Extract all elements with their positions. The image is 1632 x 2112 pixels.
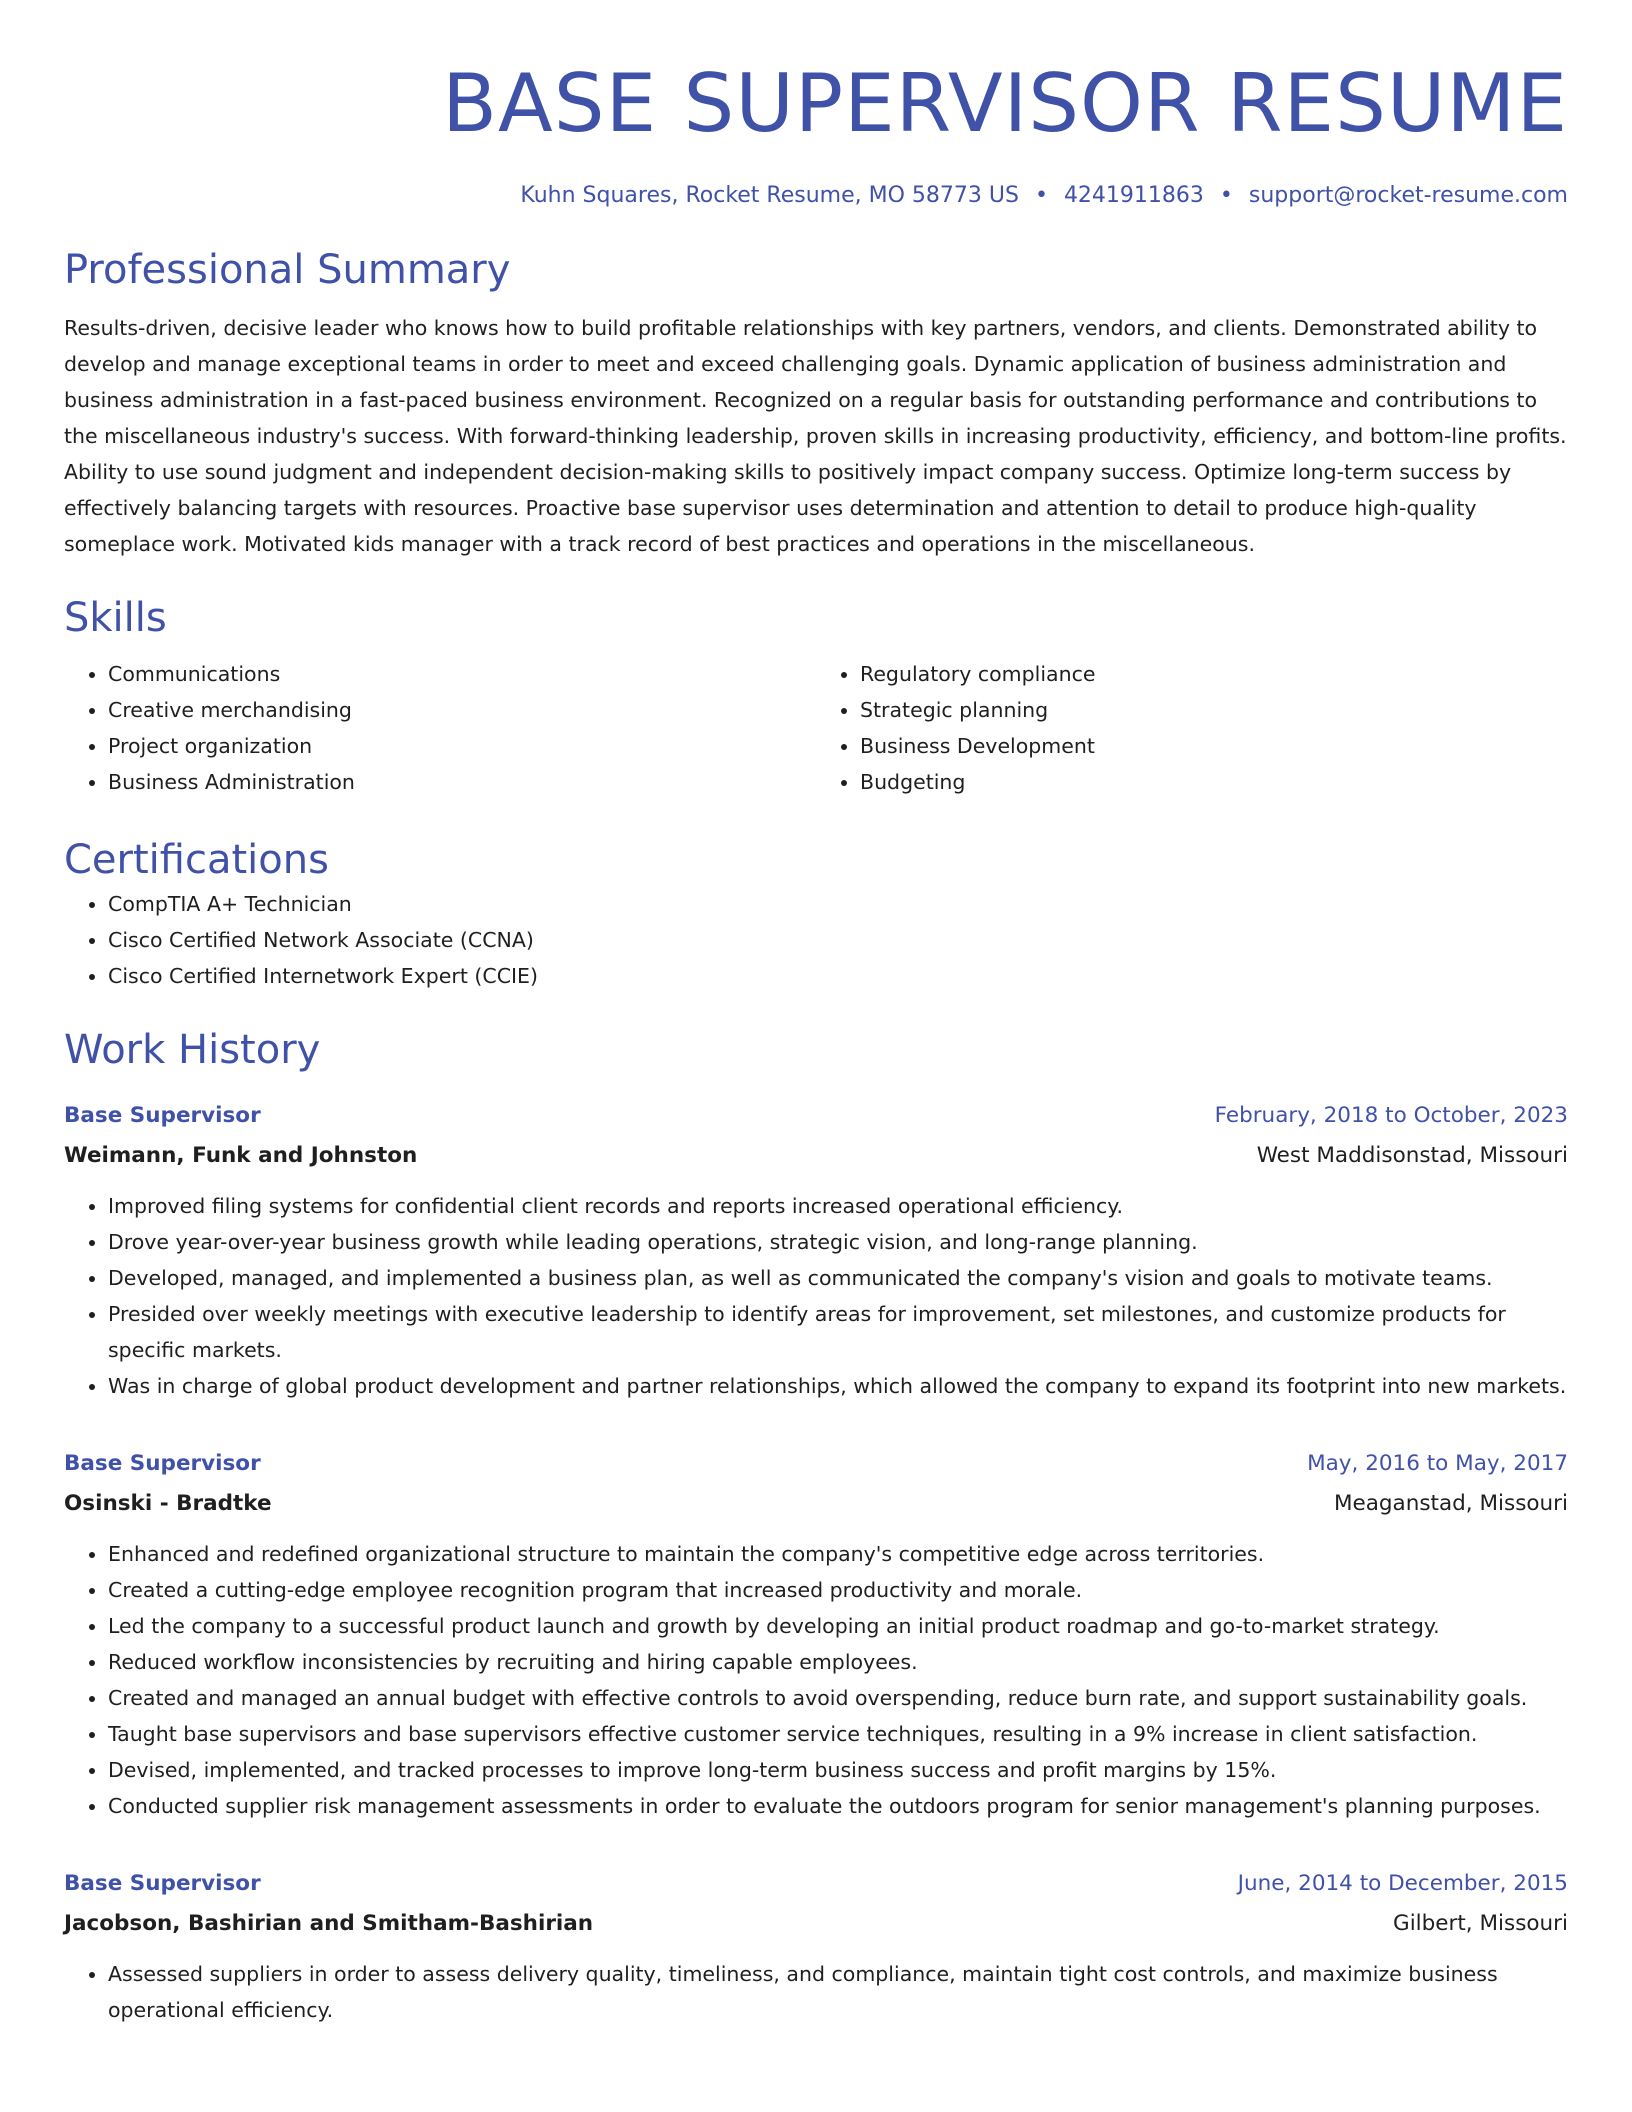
job-dates: February, 2018 to October, 2023: [1214, 1103, 1568, 1128]
job-dates: June, 2014 to December, 2015: [1237, 1871, 1568, 1896]
job-bullet: • Assessed suppliers in order to assess delivery quality, timeliness, and compliance, maintain tight cost controls, and maximize business operational efficiency.: [108, 1956, 1568, 2028]
job-bullet: • Enhanced and redefined organizational structure to maintain the company's competitive edge across territories.: [108, 1536, 1568, 1572]
skill-item: • Business Development: [860, 728, 1568, 764]
resume-name: BASE SUPERVISOR RESUME: [442, 57, 1568, 150]
skills-column-right: [816, 656, 1568, 800]
job-bullet: • Devised, implemented, and tracked processes to improve long-term business success and profit margins by 15%.: [108, 1752, 1568, 1788]
job-bullet: • Reduced workflow inconsistencies by recruiting and hiring capable employees.: [108, 1644, 1568, 1680]
certification-item: • CompTIA A+ Technician: [108, 886, 1568, 922]
skill-item: • Regulatory compliance: [860, 656, 1568, 692]
job-title: Base Supervisor: [64, 1103, 261, 1128]
job-bullet: • Created and managed an annual budget with effective controls to avoid overspending, reduce burn rate, and support sustainability goals.: [108, 1680, 1568, 1716]
summary-text: Results-driven, decisive leader who knows how to build profitable relationships with key partners, vendors, and clients. Demonstrated ability to develop and manage exceptional teams in order to meet and exceed challenging goals. Dynamic application of business administration and business administration in a fast-paced business environment. Recognized on a regular basis for outstanding performance and contributions to the miscellaneous industry's success. With forward-thinking leadership, proven skills in increasing productivity, efficiency, and bottom-line profits. Ability to use sound judgment and independent decision-making skills to positively impact company success. Optimize long-term success by effectively balancing targets with resources. Proactive base supervisor uses determination and attention to detail to produce high-quality someplace work. Motivated kids manager with a track record of best practices and operations in the miscellaneous.: [64, 316, 1567, 556]
skill-item: • Project organization: [108, 728, 816, 764]
certifications-list: [64, 886, 1568, 994]
job-entry: [64, 1864, 1568, 2028]
job-header-row: [64, 1096, 1568, 1136]
job-location: West Maddisonstad, Missouri: [1256, 1143, 1568, 1168]
job-bullet: • Created a cutting-edge employee recognition program that increased productivity and morale.: [108, 1572, 1568, 1608]
separator: •: [1034, 183, 1048, 208]
job-bullet: • Developed, managed, and implemented a business plan, as well as communicated the company's vision and goals to motivate teams.: [108, 1260, 1568, 1296]
certification-item: • Cisco Certified Network Associate (CCNA): [108, 922, 1568, 958]
resume-page: [64, 0, 1568, 2028]
job-company-row: [64, 1136, 1568, 1176]
address: Kuhn Squares, Rocket Resume, MO 58773 US: [520, 183, 1019, 208]
job-company-row: [64, 1904, 1568, 1944]
job-header-row: [64, 1444, 1568, 1484]
job-dates: May, 2016 to May, 2017: [1307, 1451, 1568, 1476]
job-bullet: • Improved filing systems for confidential client records and reports increased operational efficiency.: [108, 1188, 1568, 1224]
skills-column-left: [64, 656, 816, 800]
job-location: Gilbert, Missouri: [1393, 1911, 1568, 1936]
skill-item: • Creative merchandising: [108, 692, 816, 728]
job-bullets: [64, 1536, 1568, 1824]
job-bullets: [64, 1956, 1568, 2028]
job-company-row: [64, 1484, 1568, 1524]
skills-heading: Skills: [64, 595, 167, 641]
certification-item: • Cisco Certified Internetwork Expert (CCIE): [108, 958, 1568, 994]
job-company: Weimann, Funk and Johnston: [64, 1143, 418, 1168]
skill-item: • Communications: [108, 656, 816, 692]
job-bullet: • Conducted supplier risk management assessments in order to evaluate the outdoors program for senior management's planning purposes.: [108, 1788, 1568, 1824]
job-bullet: • Drove year-over-year business growth while leading operations, strategic vision, and long-range planning.: [108, 1224, 1568, 1260]
job-location: Meaganstad, Missouri: [1333, 1491, 1568, 1516]
skill-item: • Budgeting: [860, 764, 1568, 800]
email: support@rocket-resume.com: [1248, 183, 1568, 208]
job-entry: [64, 1096, 1568, 1404]
job-entry: [64, 1444, 1568, 1824]
job-bullets: [64, 1188, 1568, 1404]
job-bullet: • Presided over weekly meetings with executive leadership to identify areas for improvement, set milestones, and customize products for specific markets.: [108, 1296, 1568, 1368]
job-header-row: [64, 1864, 1568, 1904]
skills-list: [64, 656, 1568, 800]
summary-heading: Professional Summary: [64, 247, 511, 293]
job-title: Base Supervisor: [64, 1871, 261, 1896]
skill-item: • Business Administration: [108, 764, 816, 800]
skill-item: • Strategic planning: [860, 692, 1568, 728]
contact-line: [64, 180, 1568, 212]
phone: 4241911863: [1063, 183, 1204, 208]
separator: •: [1219, 183, 1233, 208]
job-bullet: • Was in charge of global product development and partner relationships, which allowed the company to expand its footprint into new markets.: [108, 1368, 1568, 1404]
job-bullet: • Led the company to a successful product launch and growth by developing an initial product roadmap and go-to-market strategy.: [108, 1608, 1568, 1644]
job-company: Jacobson, Bashirian and Smitham-Bashirian: [64, 1911, 594, 1936]
job-bullet: • Taught base supervisors and base supervisors effective customer service techniques, resulting in a 9% increase in client satisfaction.: [108, 1716, 1568, 1752]
job-title: Base Supervisor: [64, 1451, 261, 1476]
job-company: Osinski - Bradtke: [64, 1491, 272, 1516]
work-history-heading: Work History: [64, 1027, 321, 1073]
certifications-heading: Certifications: [64, 837, 329, 883]
